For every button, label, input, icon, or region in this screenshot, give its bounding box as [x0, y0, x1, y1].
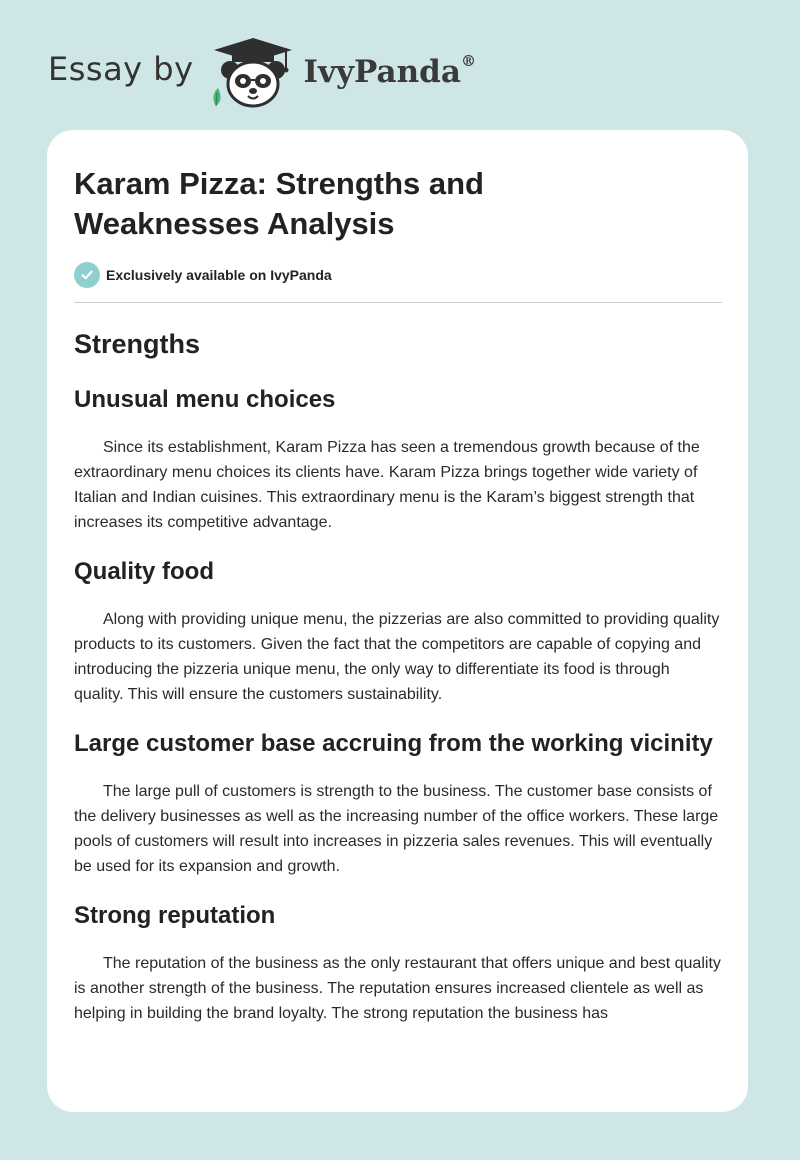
subsection-customer-base	[74, 727, 722, 879]
subsection-heading: Strong reputation	[74, 902, 276, 929]
essay-card	[47, 130, 748, 1112]
subsection-heading: Large customer base accruing from the working vicinity	[74, 730, 713, 757]
title-divider	[74, 302, 722, 303]
subsection-paragraph: The large pull of customers is strength to the business. The customer base consists of the delivery businesses as well as the increasing number of the office workers. These large pools of customers will result into increases in pizzeria sales revenues. This will eventually be used for its expansion and growth.	[74, 783, 719, 875]
subsection-quality-food	[74, 555, 722, 707]
site-brand[interactable]	[48, 36, 476, 108]
brand-prefix: Essay by	[48, 50, 194, 88]
subsection-heading: Unusual menu choices	[74, 386, 336, 413]
subsection-paragraph: Since its establishment, Karam Pizza has seen a tremendous growth because of the extraordinary menu choices its clients have. Karam Pizza brings together wide variety of Italian and Indian cuisines. This extraordinary menu is the Karam’s biggest strength that increases its competitive advantage.	[74, 439, 700, 531]
registered-mark: ®	[460, 52, 476, 70]
exclusive-badge	[74, 262, 722, 288]
badge-text: Exclusively available on IvyPanda	[106, 267, 332, 283]
section-heading-strengths: Strengths	[74, 329, 201, 359]
subsection-strong-reputation	[74, 899, 722, 1026]
essay-title: Karam Pizza: Strengths and Weaknesses Analysis	[74, 166, 484, 241]
brand-name: IvyPanda®	[303, 52, 476, 90]
subsection-heading: Quality food	[74, 558, 214, 585]
panda-logo-icon	[208, 36, 298, 108]
check-circle-icon	[74, 262, 100, 288]
subsection-paragraph: The reputation of the business as the only restaurant that offers unique and best quality is another strength of the business. The reputation ensures increased clientele as well as helping in building the brand loyalty. The strong reputation the business has	[74, 955, 721, 1022]
subsection-paragraph: Along with providing unique menu, the pizzerias are also committed to providing quality products to its customers. Given the fact that the competitors are capable of copying and introducing the pizzeria unique menu, the only way to differentiate its food is through quality. This will ensure the customers sustainability.	[74, 611, 720, 703]
subsection-unusual-menu	[74, 383, 722, 535]
